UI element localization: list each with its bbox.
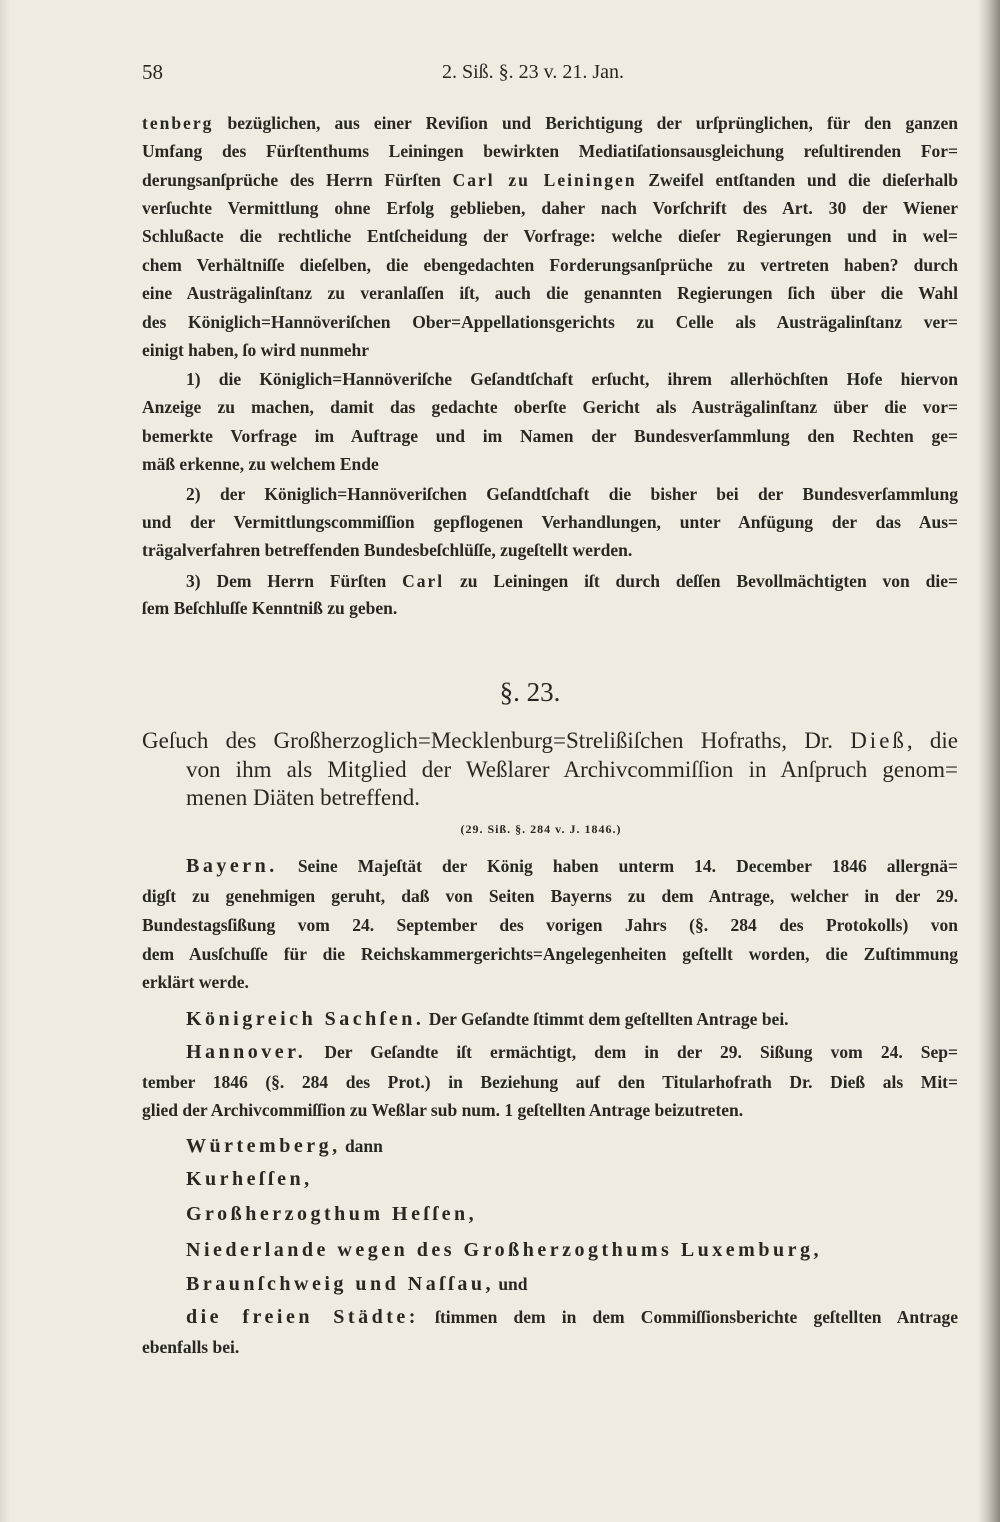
section-title-line	[142, 725, 958, 757]
state-label: Kurheſſen,	[186, 1168, 313, 1190]
text-line: mäß erkenne, zu welchem Ende	[142, 454, 379, 474]
state-label: Hannover.	[186, 1041, 307, 1063]
text-line: ebenfalls bei.	[142, 1337, 240, 1357]
text-segment: Zweifel entſtanden und die dieſerhalb	[636, 170, 958, 190]
state-label: Bayern.	[186, 855, 278, 877]
spaced-name: Carl	[402, 571, 445, 591]
text-line: und der Vermittlungscommiſſion gepflogenen Verhandlungen, unter Anfügung der das Aus=	[142, 512, 958, 532]
text-segment: dann	[340, 1136, 383, 1156]
text-line: Schlußacte die rechtliche Entſcheidung der Vorfrage: welche dieſer Regierungen und in wel=	[142, 226, 958, 246]
text-line: dem Ausſchuſſe für die Reichskammergerichts=Angelegenheiten geſtellt worden, die Zuſtimmung	[142, 944, 958, 964]
vote-state-line	[186, 1164, 958, 1194]
spaced-name: Dieß	[850, 728, 907, 753]
state-label: Würtemberg,	[186, 1135, 341, 1157]
text-line: bemerkte Vorfrage im Auftrage und im Namen der Bundesverſammlung den Rechten ge=	[142, 426, 958, 446]
text-line: chem Verhältniſſe dieſelben, die ebengedachten Forderungsanſprüche zu vertreten haben? durch	[142, 255, 958, 275]
section-number: §. 23.	[499, 677, 561, 707]
vote-sachsen	[186, 1004, 958, 1034]
text-line: des Königlich=Hannöveriſchen Ober=Appellationsgerichts zu Celle als Austrägalinſtanz ver=	[142, 312, 958, 332]
text-segment: Seine Majeſtät der König haben unterm 14. December 1846 allergnä=	[277, 856, 958, 876]
spaced-word: tenberg	[142, 113, 214, 133]
text-line: verſuchte Vermittlung ohne Erfolg geblieben, daher nach Vorſchrift des Art. 30 der Wiener	[142, 198, 958, 218]
running-title: 2. Siß. §. 23 v. 21. Jan.	[441, 61, 625, 83]
vote-hannover	[186, 1037, 958, 1067]
text-line: tember 1846 (§. 284 des Prot.) in Beziehung auf den Titularhofrath Dr. Dieß als Mit=	[142, 1072, 958, 1092]
text-line: digſt zu genehmigen geruht, daß von Seiten Bayerns zu dem Antrage, welcher in der 29.	[142, 886, 958, 906]
protocol-reference: (29. Siß. §. 284 v. J. 1846.)	[460, 822, 622, 836]
text-line: ſem Beſchluſſe Kenntniß zu geben.	[142, 598, 398, 618]
section-title-line: menen Diäten betreffend.	[186, 785, 420, 810]
vote-state-line	[186, 1302, 958, 1332]
text-segment: zu Leiningen iſt durch deſſen Bevollmächtigten von die=	[444, 571, 958, 591]
text-segment: derungsanſprüche des Herrn Fürſten	[142, 170, 453, 190]
state-label: die freien Städte:	[186, 1306, 419, 1328]
list-item-line	[186, 567, 958, 595]
text-line: einigt haben, ſo wird nunmehr	[142, 340, 370, 360]
list-item-line: 1) die Königlich=Hannöveriſche Geſandtſchaft erſucht, ihrem allerhöchſten Hofe hiervon	[186, 369, 958, 389]
text-segment: bezüglichen, aus einer Reviſion und Berichtigung der urſprünglichen, für den ganzen	[213, 113, 958, 133]
vote-state-line	[186, 1269, 958, 1299]
text-line: erklärt werde.	[142, 972, 249, 992]
text-line	[142, 166, 958, 194]
text-segment: 3) Dem Herrn Fürſten	[186, 571, 403, 591]
spaced-name: Carl zu Leiningen	[452, 170, 637, 190]
state-label: Großherzogthum Heſſen,	[186, 1203, 478, 1225]
page-number: 58	[142, 60, 163, 84]
list-item-line: 2) der Königlich=Hannöveriſchen Geſandtſchaft die bisher bei der Bundesverſammlung	[186, 484, 958, 504]
vote-state-line	[186, 1131, 958, 1161]
text-segment: ſtimmen dem in dem Commiſſionsberichte geſtellten Antrage	[418, 1307, 958, 1327]
title-segment: Geſuch des Großherzoglich=Mecklenburg=Strelißiſchen Hofraths, Dr.	[142, 728, 851, 753]
text-line: Bundestagsſißung vom 24. September des vorigen Jahrs (§. 284 des Protokolls) von	[142, 915, 958, 935]
title-segment: , die	[906, 728, 958, 753]
text-line: glied der Archivcommiſſion zu Weßlar sub num. 1 geſtellten Antrage beizutreten.	[142, 1100, 744, 1120]
text-segment: und	[493, 1274, 528, 1294]
vote-state-line	[186, 1199, 958, 1229]
scan-edge-shadow	[978, 0, 1000, 1522]
text-line: Umfang des Fürſtenthums Leiningen bewirkten Mediatiſationsausgleichung reſultirenden For=	[142, 141, 958, 161]
text-line: Anzeige zu machen, damit das gedachte oberſte Gericht als Austrägalinſtanz über die vor=	[142, 397, 958, 417]
text-line: eine Austrägalinſtanz zu veranlaſſen iſt, auch die genannten Regierungen ſich über die Wahl	[142, 283, 958, 303]
text-segment: Der Geſandte ſtimmt dem geſtellten Antrage bei.	[424, 1009, 789, 1029]
text-line	[142, 109, 958, 137]
state-label: Braunſchweig und Naſſau,	[186, 1273, 494, 1295]
state-label: Niederlande wegen des Großherzogthums Luxemburg,	[186, 1239, 822, 1261]
text-segment: Der Geſandte iſt ermächtigt, dem in der 29. Sißung vom 24. Sep=	[306, 1042, 958, 1062]
section-title-line: von ihm als Mitglied der Weßlarer Archivcommiſſion in Anſpruch genom=	[186, 757, 958, 782]
vote-state-line	[186, 1235, 958, 1265]
text-line: trägalverfahren betreffenden Bundesbeſchlüſſe, zugeſtellt werden.	[142, 540, 633, 560]
vote-bayern	[186, 851, 958, 881]
state-label: Königreich Sachſen.	[186, 1008, 425, 1030]
scan-edge-left	[0, 0, 10, 1522]
